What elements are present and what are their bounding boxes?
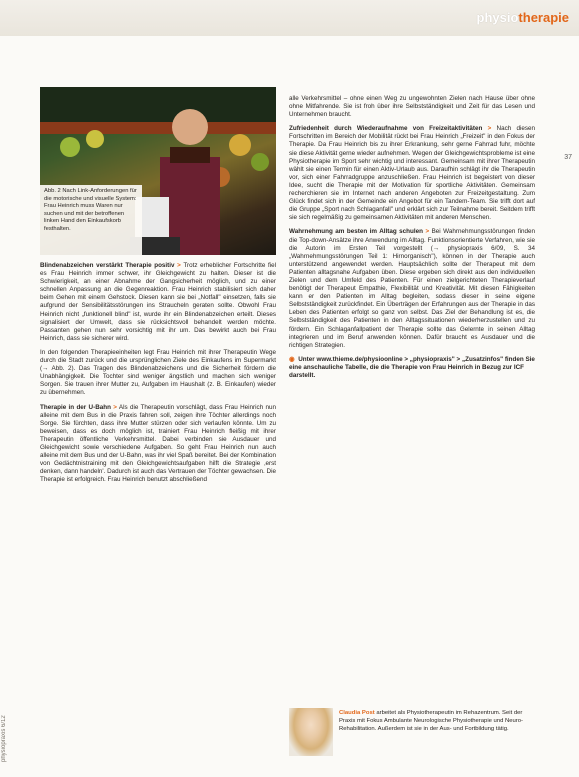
section-body: Bei Wahrnehmungsstörungen finden die Top-down-Ansätze ihre Anwendung im Alltag. Funktionsorientierte Verfahren, wie sie die Autorin im Ersten Teil vorgestellt (→ physiopraxis 6/09, S. 34 „Wahrnehmungsstörungen Teil 1: Hirnorganisch"), können in der Therapie auch unterstützend angewendet werden. Hauptsächlich sollte der Therapeut mit dem Patienten alltagsnahe Aufgaben üben. Diese ergeben sich direkt aus den individuellen Zielen und dem Umfeld des Patienten. Für einen zielgerichteten Therapieverlauf benötigt der Therapeut Empathie, Flexibilität und Kreativität. Mit diesen Fähigkeiten kann er den Patienten im Alltag begleiten, sodass dieser in seine eigene Selbstständigkeit zurückfindet. Ein Überträgen der Erfahrungen aus der Therapie in das Leben des Patienten erfolgt so ganz von selbst. Das Ziel der Behandlung ist es, die Selbstständigkeit des Patienten in den Alltagssituationen wiederherzustellen und zu fördern. Ein Schlaganfallpatient der Therapie sollte das Gelernte in seinen Alltag integrieren und im Beruf anwenden können. Dafür braucht es Ausdauer und die richtigen Strategien. xyxy=(289,228,536,349)
section-continued xyxy=(289,95,535,119)
section-heading: Zufriedenheit durch Wiederaufnahme von Freizeitaktivitäten xyxy=(289,125,483,133)
arrow-icon: > xyxy=(425,228,430,236)
figure-caption: Abb. 2 Nach Link-Anforderungen für die motorische und visuelle System: Frau Heinrich muss Waren nur suchen und mit der betroffenen linken Hand den Einkaufskorb festhalten. xyxy=(44,188,137,232)
author-name: Claudia Post xyxy=(339,710,375,716)
info-text: finden Sie eine anschauliche Tabelle, die die Therapie von Frau Heinrich in Bezug zur ICF darstellt. xyxy=(289,355,535,379)
right-column xyxy=(289,95,535,380)
info-box xyxy=(289,356,535,380)
brand-part-2: therapie xyxy=(518,10,569,25)
section-body: In den folgenden Therapieeinheiten legt Frau Heinrich mit ihrer Therapeutin Wege durch die Stadt zurück und die ursprünglichen Ziele des Einkaufens im Supermarkt (→ Abb. 2). Das Tragen des Blindenabzeichens und die Sicherheit fördern die Unabhängigkeit. Die Tochter sind weniger ängstlich und machen sich weniger Sorgen. Sie trauen ihrer Mutter zu, Aufgaben im Haushalt (z. B. Einkaufen) wieder zu übernehmen. xyxy=(40,348,276,397)
section-blindenabzeichen xyxy=(40,262,276,343)
author-photo xyxy=(289,708,333,756)
arrow-icon: > xyxy=(177,262,181,269)
section-freizeit xyxy=(289,125,535,222)
side-journal-label: physiopraxis 6/12 xyxy=(1,715,7,762)
brand-part-1: physio xyxy=(476,10,519,25)
arrow-icon: > xyxy=(113,403,117,411)
page-number: 37 xyxy=(564,154,572,161)
info-icon: ◉ xyxy=(289,355,295,363)
section-body: alle Verkehrsmittel – ohne einen Weg zu ungewohnten Zielen nach Hause über ohne ohne Mitfahrende. Sie ist froh über ihre Selbstständigkeit und Zeit für das Lesen und Unternehmen braucht. xyxy=(289,95,535,119)
left-column xyxy=(40,262,276,490)
section-heading: Blindenabzeichen verstärkt Therapie positiv xyxy=(40,262,175,269)
info-link[interactable]: Unter www.thieme.de/physioonline > „physiopraxis" > „Zusatzinfos" xyxy=(298,355,504,363)
header-band xyxy=(0,0,579,36)
section-body: Trotz erheblicher Fortschritte fiel es Frau Heinrich immer schwer, ihr Gleichgewicht zu halten. Dieser ist die Schwierigkeit, an einer Abnahme der Gangsicherheit möglich, und zu einer schnellen Anpassung an die Gegenreaktion. Frau Heinrich stabilisiert sich daher beim Gehen mit einem Gehstock. Diesen kann sie bei „Notfall" einsetzen, falls sie aufgrund der Sensibilitätsstörungen ins Straucheln geraten sollte. Obwohl Frau Heinrich nicht „funktionell blind" ist, wurde ihr ein Blindenabzeichen erteilt. Dieses signalisiert der Umwelt, dass sie rücksichtsvoll behandelt werden möchte. Passanten gehen nun sehr vorsichtig mit ihr um. Das bewirkt auch bei Frau Heinrich, dass sie sicherer wird. xyxy=(40,262,277,342)
author-bio-text: arbeitet als Physiotherapeutin im Rehazentrum. Seit der Praxis mit Fokus Ambulante Neurologische Physiotherapie und Neuro-Rehabilitation. Außerdem ist sie in der Aus- und Fortbildung tätig. xyxy=(339,710,524,732)
section-heading: Therapie in der U-Bahn xyxy=(40,403,111,411)
section-body: Als die Therapeutin vorschlägt, dass Frau Heinrich nun alleine mit dem Bus in die Praxis fahren soll, zeigen ihre Töchter allerdings noch Sorge. Sie fürchten, dass ihre Mutter stürzen oder sich verlaufen könnte. Um zu beweisen, dass es doch möglich ist, trainiert Frau Heinrich fleißig mit ihrer Therapeutin öffentliche Verkehrsmittel. Dabei verbinden sie Ausdauer und Gleichgewicht sowie verschiedene Aufgaben. So geht Frau Heinrich nun auch alleine mit dem Bus und der U-Bahn, was ihr viel Spaß bereitet. Bei der Kombination von Gedächtnistraining mit den Gleichgewichtsaufgaben hilft die Strategie ‚erst denken, dann handeln'. Dadurch ist auch das Vertrauen der Töchter gewachsen. Die Therapie ist erfolgreich. Frau Heinrich benutzt abschließend xyxy=(40,403,277,484)
author-box xyxy=(289,708,544,756)
author-bio xyxy=(339,710,539,733)
section-wahrnehmung xyxy=(289,228,535,349)
journal-brand xyxy=(477,10,569,25)
arrow-icon: > xyxy=(487,125,492,133)
section-heading: Wahrnehmung am besten im Alltag schulen xyxy=(289,228,423,236)
section-u-bahn xyxy=(40,404,276,485)
section-body: Nach diesen Fortschritten im Bereich der Mobilität rückt bei Frau Heinrich „Freizeit" in den Fokus der Therapie. Da Frau Heinrich bis zu ihrer Erkrankung, sehr gerne Fahrrad fuhr, möchte sie diese Aktivität gerne wieder aufnehmen. Wegen der Gleichgewichtsprobleme ist eine Physiotherapie im Sport sehr wichtig und interessant. Gemeinsam mit ihrer Therapeutin wählt sie einen Termin für einen Aktiv-Urlaub aus. Daraufhin schlägt ihr die Therapeutin vor, sich einer Fahrradgruppe anzuschließen. Frau Heinrich ist begeistert von dieser Idee, sucht die Therapie mit der Motivation für sportliche Aktivitäten. Gemeinsam recherchieren sie im Internet nach anderen Angeboten zur Freizeitgestaltung. Zum Glück findet sich in der Gemeinde ein Angebot für ein Tandem-Team. Sie trifft dort auf die Gruppe „Sport nach Schlaganfall" und erklärt sich zur Teilnahme bereit. Seitdem trifft sie sich regelmäßig zu gemeinsamen Aktivitäten mit anderen Menschen. xyxy=(289,125,536,222)
section-folgende-einheiten xyxy=(40,349,276,398)
